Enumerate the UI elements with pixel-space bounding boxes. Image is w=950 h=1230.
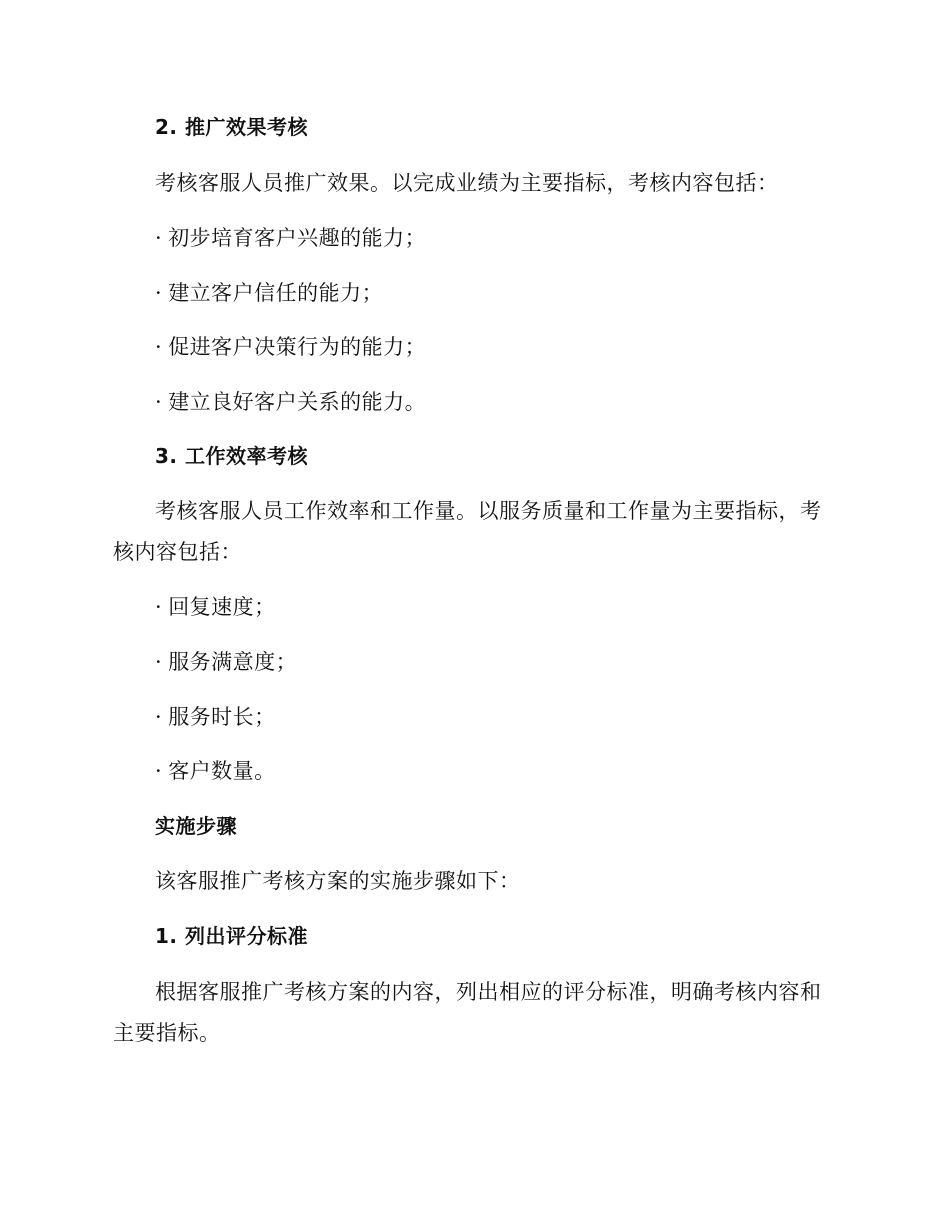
list-item bbox=[155, 389, 875, 415]
bullet-icon: · bbox=[155, 705, 163, 729]
paragraph-work-efficiency-line2: 核内容包括： bbox=[113, 540, 242, 564]
list-item bbox=[155, 758, 875, 784]
paragraph-promotion-effect: 考核客服人员推广效果。以完成业绩为主要指标，考核内容包括： bbox=[155, 171, 779, 195]
bullet-icon: · bbox=[155, 390, 163, 414]
list-item bbox=[155, 225, 875, 251]
heading-implementation: 实施步骤 bbox=[155, 814, 237, 838]
heading-promotion-effect: 2. 推广效果考核 bbox=[155, 115, 308, 139]
bullet-icon: · bbox=[155, 335, 163, 359]
bullet-icon: · bbox=[155, 595, 163, 619]
paragraph-work-efficiency-line1: 考核客服人员工作效率和工作量。以服务质量和工作量为主要指标，考 bbox=[155, 499, 822, 523]
list-item bbox=[155, 704, 875, 730]
list-item-text: 服务时长； bbox=[168, 705, 276, 729]
list-item-text: 建立良好客户关系的能力。 bbox=[168, 390, 427, 414]
list-item bbox=[155, 280, 875, 306]
bullet-icon: · bbox=[155, 226, 163, 250]
bullet-icon: · bbox=[155, 281, 163, 305]
paragraph-step1-line1: 根据客服推广考核方案的内容，列出相应的评分标准，明确考核内容和 bbox=[155, 980, 822, 1004]
list-item bbox=[155, 594, 875, 620]
heading-work-efficiency: 3. 工作效率考核 bbox=[155, 444, 308, 468]
bullet-icon: · bbox=[155, 650, 163, 674]
list-item-text: 初步培育客户兴趣的能力； bbox=[168, 226, 427, 250]
bullet-icon: · bbox=[155, 759, 163, 783]
paragraph-step1-line2: 主要指标。 bbox=[113, 1021, 221, 1045]
list-item-text: 服务满意度； bbox=[168, 650, 298, 674]
paragraph-implementation: 该客服推广考核方案的实施步骤如下： bbox=[155, 869, 521, 893]
list-item bbox=[155, 334, 875, 360]
list-item-text: 建立客户信任的能力； bbox=[168, 281, 384, 305]
list-item-text: 促进客户决策行为的能力； bbox=[168, 335, 427, 359]
heading-step1: 1. 列出评分标准 bbox=[155, 924, 308, 948]
list-item bbox=[155, 649, 875, 675]
list-item-text: 客户数量。 bbox=[168, 759, 276, 783]
list-item-text: 回复速度； bbox=[168, 595, 276, 619]
